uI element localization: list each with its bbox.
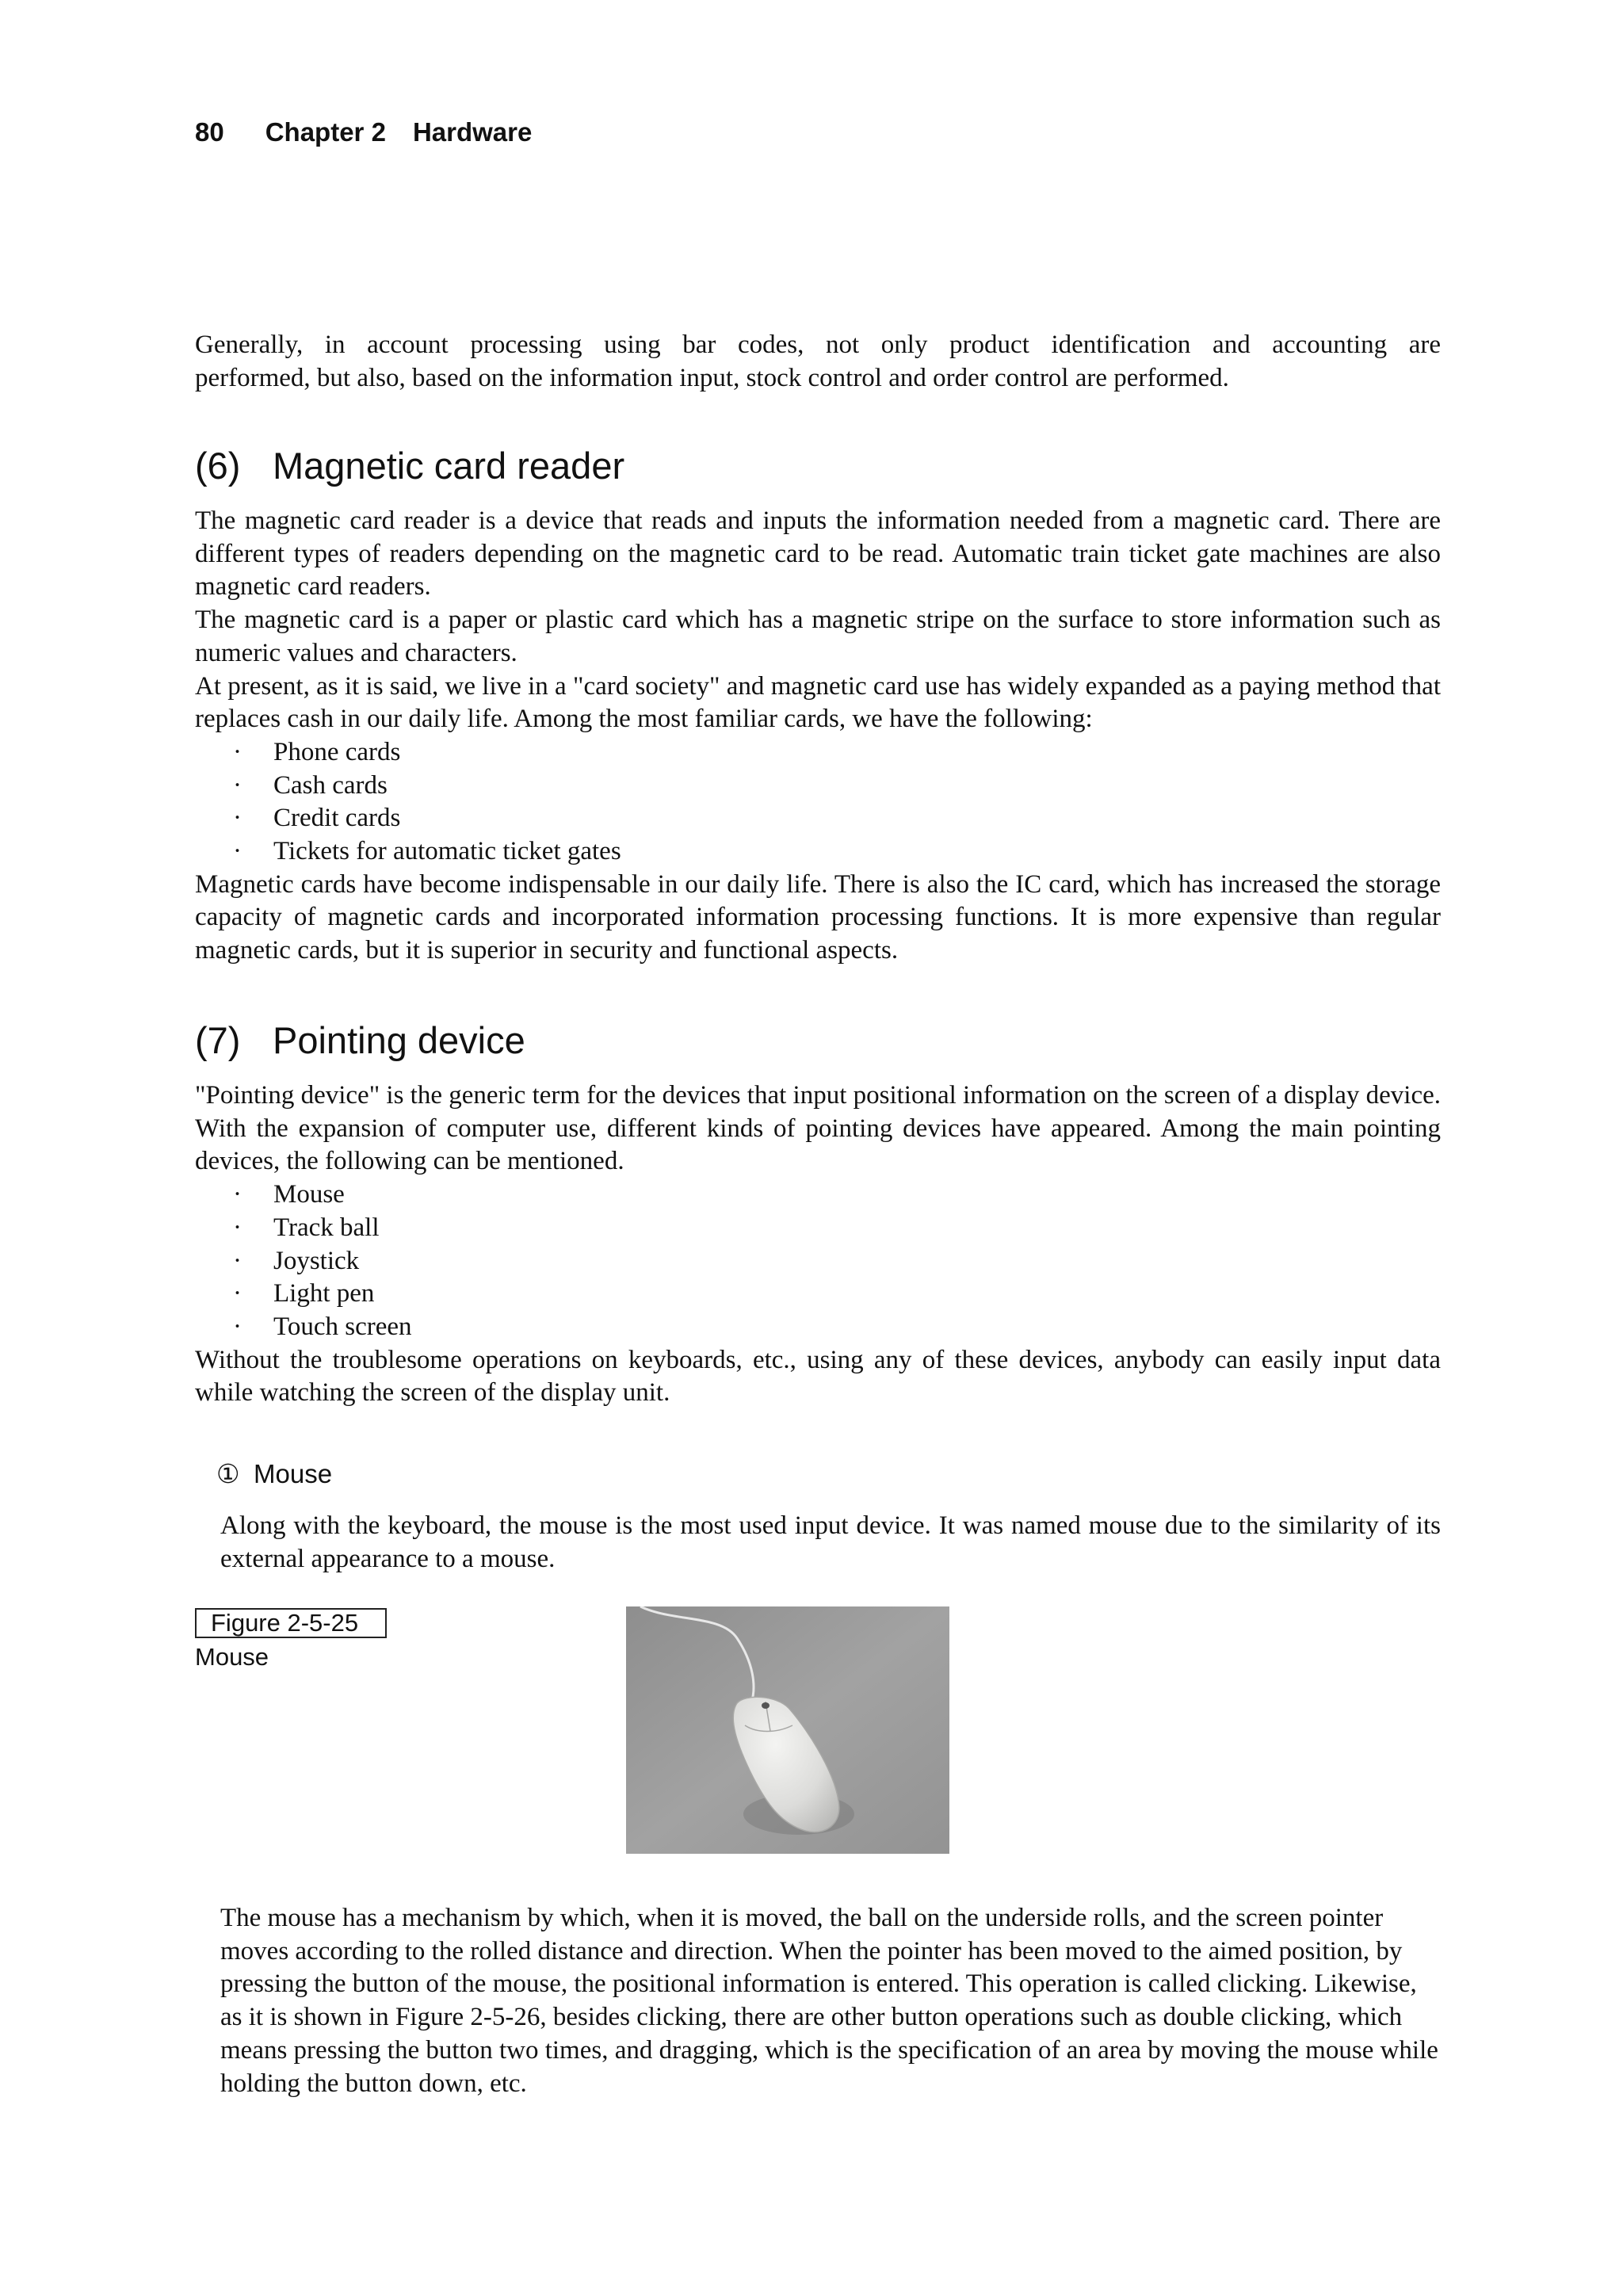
- figure-caption: Mouse: [195, 1643, 269, 1671]
- list-item-text: Light pen: [273, 1279, 375, 1308]
- pointing-device-list: [195, 1179, 1441, 1344]
- mouse-mechanism-paragraph: [220, 1902, 1441, 2100]
- mouse-photo: [626, 1606, 949, 1854]
- bullet-marker: ·: [233, 737, 242, 766]
- list-item: [195, 835, 1441, 869]
- paragraph: Magnetic cards have become indispensable in our daily life. There is also the IC card, which has increased the storage capacity of magnetic cards and incorporated information processing functions. It is more expensive than regular magnetic cards, but it is superior in security and functional aspects.: [195, 869, 1441, 965]
- paragraph: The magnetic card is a paper or plastic card which has a magnetic stripe on the surface to store information such as numeric values and characters.: [195, 606, 1441, 667]
- paragraph: Without the troublesome operations on keyboards, etc., using any of these devices, anybody can easily input data while watching the screen of the display unit.: [195, 1345, 1441, 1408]
- running-header: [195, 117, 532, 147]
- list-item: [195, 736, 1441, 770]
- section-title: Magnetic card reader: [273, 445, 625, 487]
- intro-line-2: performed, but also, based on the information input, stock control and order control are performed.: [195, 363, 1229, 392]
- subheading-title: Mouse: [254, 1459, 333, 1488]
- bullet-marker: ·: [233, 770, 242, 800]
- paragraph: "Pointing device" is the generic term for the devices that input positional information on the screen of a display device.: [195, 1081, 1441, 1110]
- list-item-text: Track ball: [273, 1213, 380, 1242]
- circled-number-marker: ①: [216, 1459, 240, 1488]
- section-number: (6): [195, 445, 241, 487]
- bullet-marker: ·: [233, 1279, 242, 1308]
- paragraph: At present, as it is said, we live in a "card society" and magnetic card use has widely expanded as a paying method that replaces cash in our daily life. Among the most familiar cards, we have the following:: [195, 671, 1441, 734]
- mouse-intro-paragraph: [220, 1510, 1441, 1576]
- bullet-marker: ·: [233, 837, 242, 866]
- bullet-marker: ·: [233, 1312, 242, 1341]
- list-item: [195, 1245, 1441, 1278]
- paragraph: The magnetic card reader is a device that reads and inputs the information needed from a magnetic card. There are different types of readers depending on the magnetic card to be read. Automatic train ticket gate machines are also magnetic card readers.: [195, 506, 1441, 602]
- list-item: [195, 770, 1441, 803]
- chapter-title: Hardware: [412, 117, 533, 147]
- intro-line-1: Generally, in account processing using bar codes, not only product identification and accounting are: [195, 330, 1441, 359]
- paragraph: Along with the keyboard, the mouse is the most used input device. It was named mouse due to the similarity of its external appearance to a mouse.: [220, 1511, 1441, 1573]
- section-number: (7): [195, 1019, 241, 1061]
- section-body-pointing-device: [195, 1079, 1441, 1410]
- list-item-text: Tickets for automatic ticket gates: [273, 837, 621, 866]
- intro-paragraph: [195, 329, 1441, 395]
- section-heading-magnetic-card-reader: [195, 444, 624, 487]
- list-item: [195, 802, 1441, 835]
- list-item-text: Phone cards: [273, 737, 401, 766]
- page-number: 80: [195, 117, 224, 147]
- subheading-mouse: [216, 1458, 332, 1489]
- list-item: [195, 1212, 1441, 1245]
- section-title: Pointing device: [273, 1019, 525, 1061]
- chapter-label: Chapter 2: [265, 117, 386, 147]
- paragraph: With the expansion of computer use, different kinds of pointing devices have appeared. Among the main pointing devices, the following can be mentioned.: [195, 1114, 1441, 1176]
- list-item-text: Cash cards: [273, 770, 388, 800]
- list-item: [195, 1278, 1441, 1311]
- list-item-text: Joystick: [273, 1246, 360, 1275]
- list-item: [195, 1311, 1441, 1344]
- card-list: [195, 736, 1441, 869]
- figure-label: Figure 2-5-25: [195, 1608, 387, 1638]
- paragraph: The mouse has a mechanism by which, when it is moved, the ball on the underside rolls, and the screen pointer moves according to the rolled distance and direction. When the pointer has been moved to the aimed position, by pressing the button of the mouse, the positional information is entered. This operation is called clicking. Likewise, as it is shown in Figure 2-5-26, besides clicking, there are other button operations such as double clicking, which means pressing the button two times, and dragging, which is the specification of an area by moving the mouse while holding the button down, etc.: [220, 1904, 1438, 2098]
- bullet-marker: ·: [233, 1180, 242, 1209]
- bullet-marker: ·: [233, 1213, 242, 1242]
- section-heading-pointing-device: [195, 1018, 525, 1062]
- bullet-marker: ·: [233, 804, 242, 833]
- list-item-text: Credit cards: [273, 804, 401, 833]
- section-body-magnetic-card-reader: [195, 505, 1441, 968]
- list-item-text: Mouse: [273, 1180, 345, 1209]
- list-item-text: Touch screen: [273, 1312, 412, 1341]
- bullet-marker: ·: [233, 1246, 242, 1275]
- list-item: [195, 1179, 1441, 1212]
